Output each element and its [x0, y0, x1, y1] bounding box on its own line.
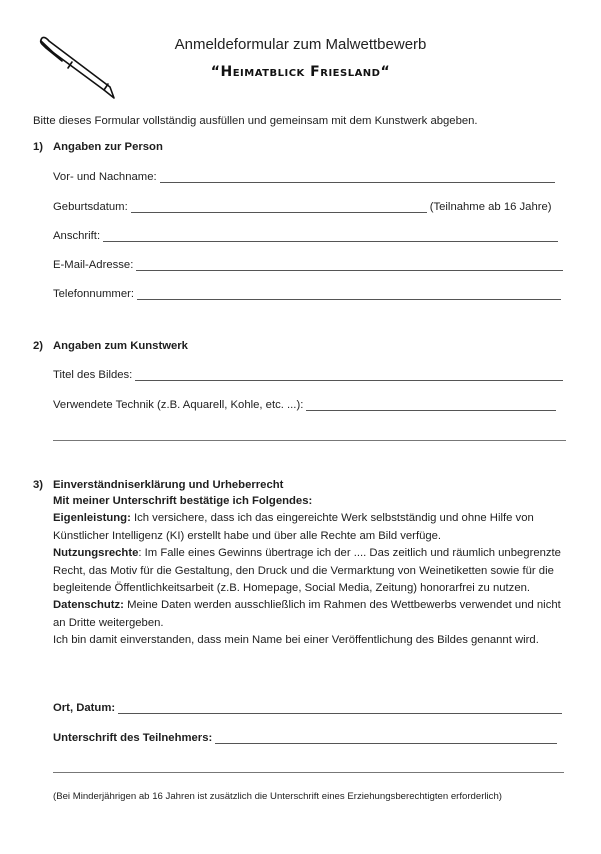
- signature-field: [53, 732, 557, 744]
- own-work-paragraph: [53, 510, 573, 545]
- page-title: Anmeldeformular zum Malwettbewerb: [174, 36, 427, 53]
- section-3-heading: [33, 479, 283, 491]
- own-work-label: Eigenleistung:: [53, 512, 131, 525]
- section-1-heading: [33, 141, 163, 153]
- artwork-title-input-line[interactable]: [135, 369, 563, 381]
- place-date-input-line[interactable]: [118, 702, 562, 714]
- name-label: Vor- und Nachname:: [53, 171, 157, 183]
- technique-input-line[interactable]: [306, 399, 556, 411]
- phone-field: [53, 288, 561, 300]
- address-field: [53, 230, 558, 242]
- signature-input-line[interactable]: [215, 732, 557, 744]
- name-input-line[interactable]: [160, 171, 555, 183]
- place-date-field: [53, 702, 562, 714]
- guardian-note: (Bei Minderjährigen ab 16 Jahren ist zusätzlich die Unterschrift eines Erziehungsberechtigten erforderlich): [53, 791, 502, 802]
- usage-rights-label: Nutzungsrechte: [53, 547, 139, 560]
- privacy-text: Meine Daten werden ausschließlich im Rahmen des Wettbewerbs verwendet und nicht an Dritte weitergeben.: [53, 599, 561, 629]
- age-note: (Teilnahme ab 16 Jahre): [429, 201, 552, 213]
- phone-input-line[interactable]: [137, 288, 561, 300]
- intro-text: Bitte dieses Formular vollständig ausfüllen und gemeinsam mit dem Kunstwerk abgeben.: [33, 115, 478, 127]
- signature-label: Unterschrift des Teilnehmers:: [53, 732, 213, 744]
- own-work-text: Ich versichere, dass ich das eingereichte Werk selbstständig und ohne Hilfe von Künstlicher Intelligenz (KI) erstellt habe und über alle Rechte am Bild verfüge.: [53, 512, 534, 542]
- email-field: [53, 259, 563, 271]
- name-field: [53, 171, 555, 183]
- artwork-title-label: Titel des Bildes:: [53, 369, 133, 381]
- technique-label: Verwendete Technik (z.B. Aquarell, Kohle, etc. ...):: [53, 399, 304, 411]
- email-input-line[interactable]: [136, 259, 563, 271]
- usage-rights-paragraph: [53, 545, 573, 597]
- technique-extra-line[interactable]: [53, 439, 566, 441]
- birthdate-input-line[interactable]: [131, 201, 427, 213]
- competition-name: “Heimatblick Friesland“: [210, 64, 391, 80]
- section-1-number: 1): [33, 141, 44, 153]
- privacy-label: Datenschutz:: [53, 599, 124, 612]
- address-label: Anschrift:: [53, 230, 101, 242]
- technique-field: [53, 399, 556, 411]
- name-consent: Ich bin damit einverstanden, dass mein Name bei einer Veröffentlichung des Bildes genannt wird.: [53, 634, 539, 647]
- consent-text: [53, 493, 573, 650]
- phone-label: Telefonnummer:: [53, 288, 134, 300]
- section-3-number: 3): [33, 479, 44, 491]
- email-label: E-Mail-Adresse:: [53, 259, 134, 271]
- guardian-signature-line[interactable]: [53, 771, 564, 773]
- consent-intro: Mit meiner Unterschrift bestätige ich Folgendes:: [53, 495, 313, 507]
- birthdate-label: Geburtsdatum:: [53, 201, 128, 213]
- section-1-title: Angaben zur Person: [53, 141, 163, 153]
- section-2-number: 2): [33, 340, 44, 352]
- section-2-heading: [33, 340, 188, 352]
- usage-rights-text: : Im Falle eines Gewinns übertrage ich der .... Das zeitlich und räumlich unbegrenzte Recht, das Motiv für die Gestaltung, den Druck und die Vermarktung von Weinetiketten sowie für die begleitende Öffentlichkeitsarbeit (z.B. Homepage, Social Media, Zeitung) honorarfrei zu nutzen.: [53, 547, 561, 595]
- section-3-title: Einverständniserklärung und Urheberrecht: [53, 479, 284, 491]
- birthdate-field: [53, 201, 552, 213]
- artwork-title-field: [53, 369, 563, 381]
- address-input-line[interactable]: [103, 230, 558, 242]
- place-date-label: Ort, Datum:: [53, 702, 116, 714]
- section-2-title: Angaben zum Kunstwerk: [53, 340, 188, 352]
- privacy-paragraph: [53, 597, 573, 632]
